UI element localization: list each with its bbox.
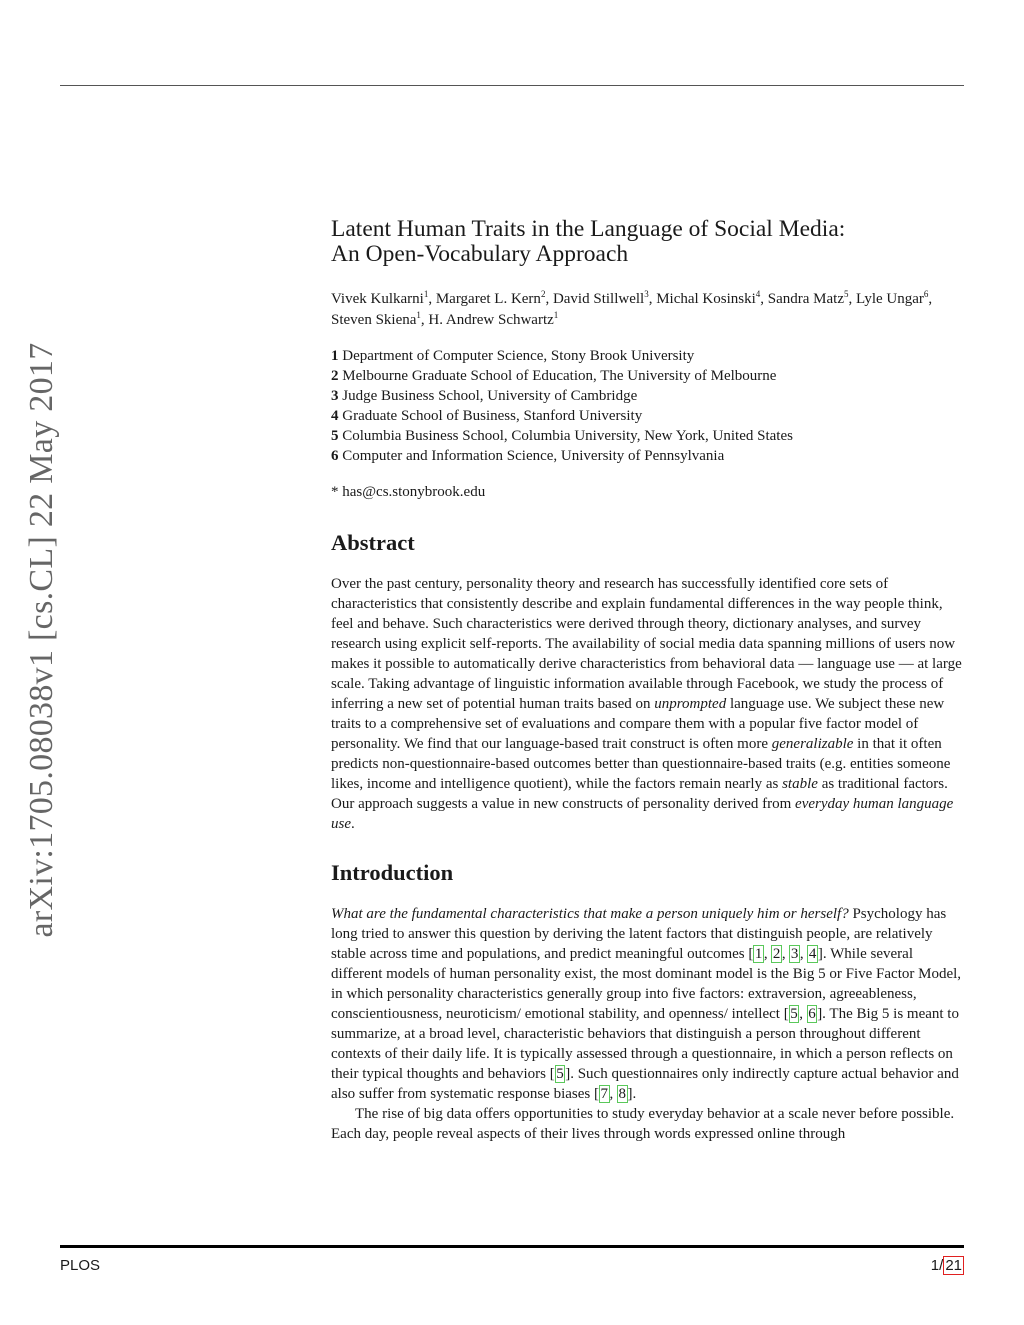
journal-name: PLOS (60, 1257, 101, 1274)
paper-title (331, 217, 967, 267)
affiliation-item: 3 Judge Business School, University of Cambridge (331, 388, 638, 404)
abstract-body: Over the past century, personality theory and research has successfully identified core sets of characteristics that consistently describe and explain fundamental differences in the way people think, feel and behave. Such characteristics were derived through theory, dictionary analyses, and survey research using explicit self-reports. The availability of social media data spanning millions of users now makes it possible to automatically derive characteristics from behavioral data — language use — at large scale. Taking advantage of linguistic information available through Facebook, we study the process of inferring a new set of potential human traits based on unprompted language use. We subject these new traits to a comprehensive set of evaluations and compare them with a popular five factor model of personality. We find that our language-based trait construct is often more generalizable in that it often predicts non-questionnaire-based outcomes better than questionnaire-based traits (e.g. entities someone likes, income and intelligence quotient), while the factors remain nearly as stable as traditional factors. Our approach suggests a value in new constructs of personality derived from everyday human language use. (331, 576, 962, 832)
citation-link[interactable]: 3 (790, 946, 799, 962)
citation-link[interactable]: 4 (808, 946, 817, 962)
author: Michal Kosinski$^4$, (656, 289, 768, 307)
author: Lyle Ungar$^6$, (856, 289, 933, 307)
author-list (331, 289, 967, 331)
affiliation-item: 5 Columbia Business School, Columbia University, New York, United States (331, 428, 793, 444)
intro-paragraph-2: The rise of big data offers opportunities to study everyday behavior at a scale never before possible. Each day, people reveal aspects of their lives through words expressed online through (331, 1106, 955, 1142)
page-total-link[interactable]: 21 (945, 1257, 962, 1274)
author: Margaret L. Kern$^2$, (435, 289, 553, 307)
citation-link[interactable]: 5 (556, 1066, 564, 1082)
introduction-heading: Introduction (331, 860, 454, 885)
page-current: 1/ (930, 1257, 944, 1274)
citation-link[interactable]: 1 (754, 946, 763, 962)
author: Steven Skiena$^1$, (331, 310, 429, 328)
author: David Stillwell$^3$, (552, 289, 657, 307)
intro-paragraph-1: What are the fundamental characteristics that make a person uniquely him or herself? Psychology has long tried to answer this question by deriving the latent factors that distinguish people, are relatively stable across time and populations, and predict meaningful outcomes [ 1 , 2 , 3 , 4 ]. While several different models of human personality exist, the most dominant model is the Big 5 or Five Factor Model, in which personality characteristics generally group into five factors: extraversion, agreeableness, conscientiousness, neuroticism/ emotional stability, and openness/ intellect [ 5 , 6 ]. The Big 5 is meant to summarize, at a broad level, characteristic behaviors that distinguish a person throughout different contexts of their daily life. It is typically assessed through a questionnaire, in which a person reflects on their typical thoughts and behaviors [ 5 ]. Such questionnaires only indirectly capture actual behavior and also suffer from systematic response biases [ 7 , 8 ]. (331, 906, 962, 1102)
title-line-2: An Open-Vocabulary Approach (331, 241, 629, 267)
affiliation-item: 6 Computer and Information Science, University of Pennsylvania (331, 448, 725, 464)
citation-link[interactable]: 2 (772, 946, 781, 962)
affiliation-item: 4 Graduate School of Business, Stanford University (331, 408, 643, 424)
affiliation-list (331, 346, 967, 466)
author: Sandra Matz$^5$, (767, 289, 857, 307)
arxiv-identifier: arXiv:1705.08038v1 [cs.CL] 22 May 2017 (23, 342, 60, 938)
corresponding-email: * has@cs.stonybrook.edu (331, 484, 486, 500)
footer-rule (60, 1245, 964, 1248)
paper-content (331, 217, 967, 1144)
citation-link[interactable]: 6 (808, 1006, 816, 1022)
top-rule (60, 85, 964, 86)
introduction-body (331, 904, 967, 1144)
citation-link[interactable]: 8 (618, 1086, 626, 1102)
affiliation-item: 2 Melbourne Graduate School of Education, The University of Melbourne (331, 368, 777, 384)
title-line-1: Latent Human Traits in the Language of Social Media: (331, 216, 846, 242)
citation-link[interactable]: 5 (790, 1006, 798, 1022)
citation-link[interactable]: 7 (600, 1086, 608, 1102)
page-number (931, 1257, 964, 1274)
author: Vivek Kulkarni$^1$, (331, 289, 436, 307)
abstract-heading: Abstract (331, 530, 415, 555)
affiliation-item: 1 Department of Computer Science, Stony Brook University (331, 348, 695, 364)
author: H. Andrew Schwartz$^1$ (428, 310, 559, 328)
